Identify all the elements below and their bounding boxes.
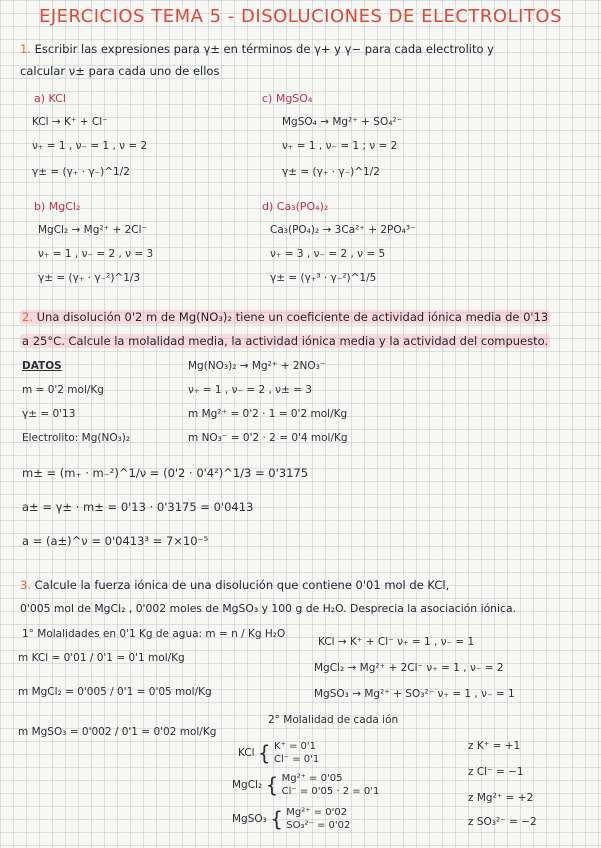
ion-kcl-b: Cl⁻ = 0'1 xyxy=(273,754,320,765)
ex2-mean-activity: a± = γ± · m± = 0'13 · 0'3175 = 0'0413 xyxy=(22,500,254,514)
ex2-reaction: Mg(NO₃)₂ → Mg²⁺ + 2NO₃⁻ xyxy=(188,360,326,372)
exercise-2-statement xyxy=(20,310,550,324)
exercise-3-statement xyxy=(20,578,449,592)
ex2-m-no3: m NO₃⁻ = 0'2 · 2 = 0'4 mol/Kg xyxy=(188,432,348,444)
ex3-reaction-kcl: KCl → K⁺ + Cl⁻ ν₊ = 1 , ν₋ = 1 xyxy=(318,636,475,648)
charge-so3: z SO₃²⁻ = −2 xyxy=(468,816,537,828)
ex3-reaction-mgso3: MgSO₃ → Mg²⁺ + SO₃²⁻ ν₊ = 1 , ν₋ = 1 xyxy=(314,688,515,700)
ion-mgso3-a: Mg²⁺ = 0'02 xyxy=(286,807,348,818)
ex1-d-gamma: γ± = (γ₊³ · γ₋²)^1/5 xyxy=(270,272,377,284)
charge-cl: z Cl⁻ = −1 xyxy=(468,766,524,778)
ion-mgcl2-label: MgCl₂ xyxy=(232,779,263,791)
ex2-activity: a = (a±)^ν = 0'0413³ = 7×10⁻⁵ xyxy=(22,534,209,548)
ex2-nus: ν₊ = 1 , ν₋ = 2 , ν± = 3 xyxy=(188,384,312,396)
ex3-step1: 1° Molalidades en 0'1 Kg de agua: m = n / Kg H₂O xyxy=(22,628,286,640)
ion-kcl-a: K⁺ = 0'1 xyxy=(273,741,317,752)
ex1-d-reaction: Ca₃(PO₄)₂ → 3Ca²⁺ + 2PO₄³⁻ xyxy=(270,224,416,236)
ex3-m-kcl: m KCl = 0'01 / 0'1 = 0'1 mol/Kg xyxy=(18,652,185,664)
brace: { xyxy=(265,773,279,797)
ex2-mean-molality: m± = (m₊ · m₋²)^1/ν = (0'2 · 0'4²)^1/3 = 0'3175 xyxy=(22,466,309,480)
ex1-a-gamma: γ± = (γ₊ · γ₋)^1/2 xyxy=(32,166,130,178)
ex3-reaction-mgcl2: MgCl₂ → Mg²⁺ + 2Cl⁻ ν₊ = 1 , ν₋ = 2 xyxy=(314,662,504,674)
page-title: EJERCICIOS TEMA 5 - DISOLUCIONES DE ELECTROLITOS xyxy=(38,6,563,27)
ex3-m-mgcl2: m MgCl₂ = 0'005 / 0'1 = 0'05 mol/Kg xyxy=(18,686,212,698)
ex3-m-mgso3: m MgSO₃ = 0'002 / 0'1 = 0'02 mol/Kg xyxy=(18,726,217,738)
exercise-3-text-line1: Calcule la fuerza iónica de una disolución que contiene 0'01 mol de KCl, xyxy=(34,578,450,592)
brace: { xyxy=(270,807,283,831)
exercise-2-text-line1: Una disolución 0'2 m de Mg(NO₃)₂ tiene un coeficiente de actividad iónica media de 0'13 xyxy=(36,310,549,324)
brace: { xyxy=(257,741,271,765)
ex3-step2: 2° Molalidad de cada ión xyxy=(268,714,399,726)
ex1-b-label: b) MgCl₂ xyxy=(34,200,81,213)
datos-line-2: γ± = 0'13 xyxy=(22,408,76,420)
ion-block-mgcl2 xyxy=(232,772,379,798)
exercise-3-text-line2: 0'005 mol de MgCl₂ , 0'002 moles de MgSO₃ y 100 g de H₂O. Desprecia la asociación iónica. xyxy=(20,602,517,615)
ion-block-kcl xyxy=(238,740,319,766)
ex1-d-nus: ν₊ = 3 , ν₋ = 2 , ν = 5 xyxy=(270,248,386,260)
ex1-a-nus: ν₊ = 1 , ν₋ = 1 , ν = 2 xyxy=(32,140,148,152)
exercise-1-number: 1. xyxy=(20,42,31,56)
exercise-1-text-line2: calcular ν± para cada uno de ellos xyxy=(20,64,220,78)
ion-block-mgso3 xyxy=(232,806,350,832)
ex1-c-nus: ν₊ = 1 , ν₋ = 1 ; ν = 2 xyxy=(282,140,398,152)
ion-mgcl2-a: Mg²⁺ = 0'05 xyxy=(281,773,343,784)
datos-line-3: Electrolito: Mg(NO₃)₂ xyxy=(22,432,131,444)
exercise-1-text-line1: Escribir las expresiones para γ± en términos de γ+ y γ− para cada electrolito y xyxy=(34,42,494,56)
charge-k: z K⁺ = +1 xyxy=(468,740,521,752)
ex1-c-reaction: MgSO₄ → Mg²⁺ + SO₄²⁻ xyxy=(282,116,403,128)
ex1-a-reaction: KCl → K⁺ + Cl⁻ xyxy=(32,116,108,128)
ex1-c-gamma: γ± = (γ₊ · γ₋)^1/2 xyxy=(282,166,380,178)
ion-mgso3-label: MgSO₃ xyxy=(232,813,267,825)
ex1-c-label: c) MgSO₄ xyxy=(262,92,313,105)
ex1-b-reaction: MgCl₂ → Mg²⁺ + 2Cl⁻ xyxy=(38,224,148,236)
ex1-a-label: a) KCl xyxy=(34,92,66,105)
ion-mgso3-b: SO₃²⁻ = 0'02 xyxy=(286,820,351,831)
ex1-b-gamma: γ± = (γ₊ · γ₋²)^1/3 xyxy=(38,272,141,284)
datos-line-1: m = 0'2 mol/Kg xyxy=(22,384,104,396)
ex1-d-label: d) Ca₃(PO₄)₂ xyxy=(262,200,329,213)
exercise-1-statement xyxy=(20,42,494,56)
ex2-m-mg: m Mg²⁺ = 0'2 · 1 = 0'2 mol/Kg xyxy=(188,408,348,420)
ex1-b-nus: ν₊ = 1 , ν₋ = 2 , ν = 3 xyxy=(38,248,154,260)
ion-kcl-label: KCl xyxy=(238,747,255,759)
ion-mgcl2-b: Cl⁻ = 0'05 · 2 = 0'1 xyxy=(281,786,380,797)
exercise-3-number: 3. xyxy=(20,578,31,592)
exercise-2-text-line2: a 25°C. Calcule la molalidad media, la actividad iónica media y la actividad del compuesto. xyxy=(22,334,549,348)
charge-mg: z Mg²⁺ = +2 xyxy=(468,792,534,804)
datos-heading: DATOS xyxy=(22,360,62,372)
exercise-2-number: 2. xyxy=(22,310,33,324)
